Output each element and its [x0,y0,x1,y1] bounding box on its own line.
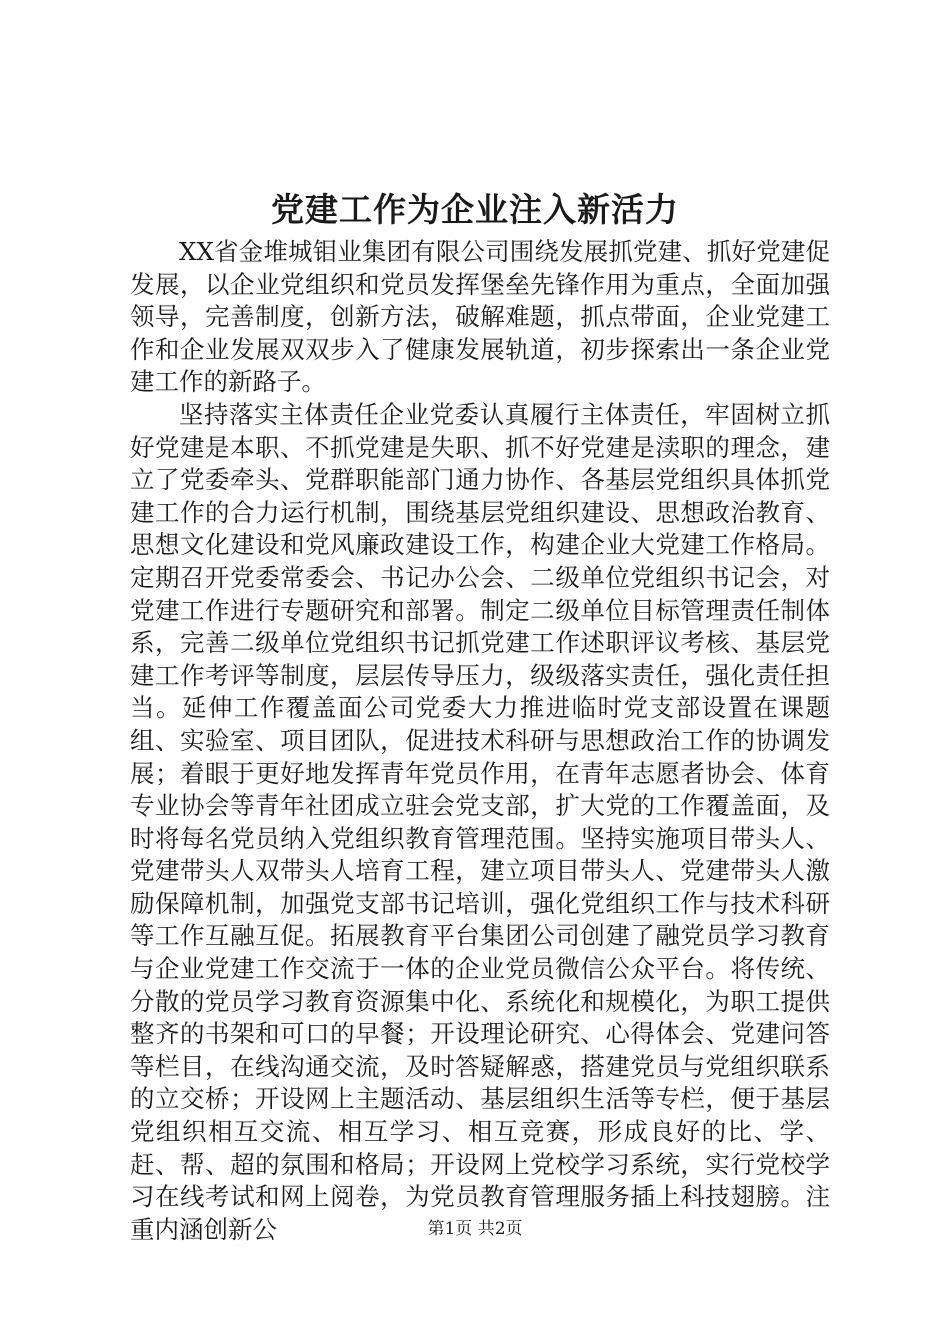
document-title: 党建工作为企业注入新活力 [271,190,679,229]
document-body [130,236,830,1246]
page-indicator: 第1页 共2页 [427,1219,523,1239]
paragraph-main: 坚持落实主体责任企业党委认真履行主体责任，牢固树立抓好党建是本职、不抓党建是失职、抓不好党建是渎职的理念，建立了党委牵头、党群职能部门通力协作、各基层党组织具体抓党建工作的合力运行机制，围绕基层党组织建设、思想政治教育、思想文化建设和党风廉政建设工作，构建企业大党建工作格局。定期召开党委常委会、书记办公会、二级单位党组织书记会，对党建工作进行专题研究和部署。制定二级单位目标管理责任制体系，完善二级单位党组织书记抓党建工作述职评议考核、基层党建工作考评等制度，层层传导压力，级级落实责任，强化责任担当。延伸工作覆盖面公司党委大力推进临时党支部设置在课题组、实验室、项目团队，促进技术科研与思想政治工作的协调发展；着眼于更好地发挥青年党员作用，在青年志愿者协会、体育专业协会等青年社团成立驻会党支部，扩大党的工作覆盖面，及时将每名党员纳入党组织教育管理范围。坚持实施项目带头人、党建带头人双带头人培育工程，建立项目带头人、党建带头人激励保障机制，加强党支部书记培训，强化党组织工作与技术科研等工作互融互促。拓展教育平台集团公司创建了融党员学习教育与企业党建工作交流于一体的企业党员微信公众平台。将传统、分散的党员学习教育资源集中化、系统化和规模化，为职工提供整齐的书架和可口的早餐；开设理论研究、心得体会、党建问答等栏目，在线沟通交流，及时答疑解惑，搭建党员与党组织联系的立交桥；开设网上主题活动、基层组织生活等专栏，便于基层党组织相互交流、相互学习、相互竞赛，形成良好的比、学、赶、帮、超的氛围和格局；开设网上党校学习系统，实行党校学习在线考试和网上阅卷，为党员教育管理服务插上科技翅膀。注重内涵创新公 [130,399,830,1244]
paragraph-intro: XX省金堆城钼业集团有限公司围绕发展抓党建、抓好党建促发展，以企业党组织和党员发挥堡垒先锋作用为重点，全面加强领导，完善制度，创新方法，破解难题，抓点带面，企业党建工作和企业发展双双步入了健康发展轨道，初步探索出一条企业党建工作的新路子。 [130,237,830,397]
